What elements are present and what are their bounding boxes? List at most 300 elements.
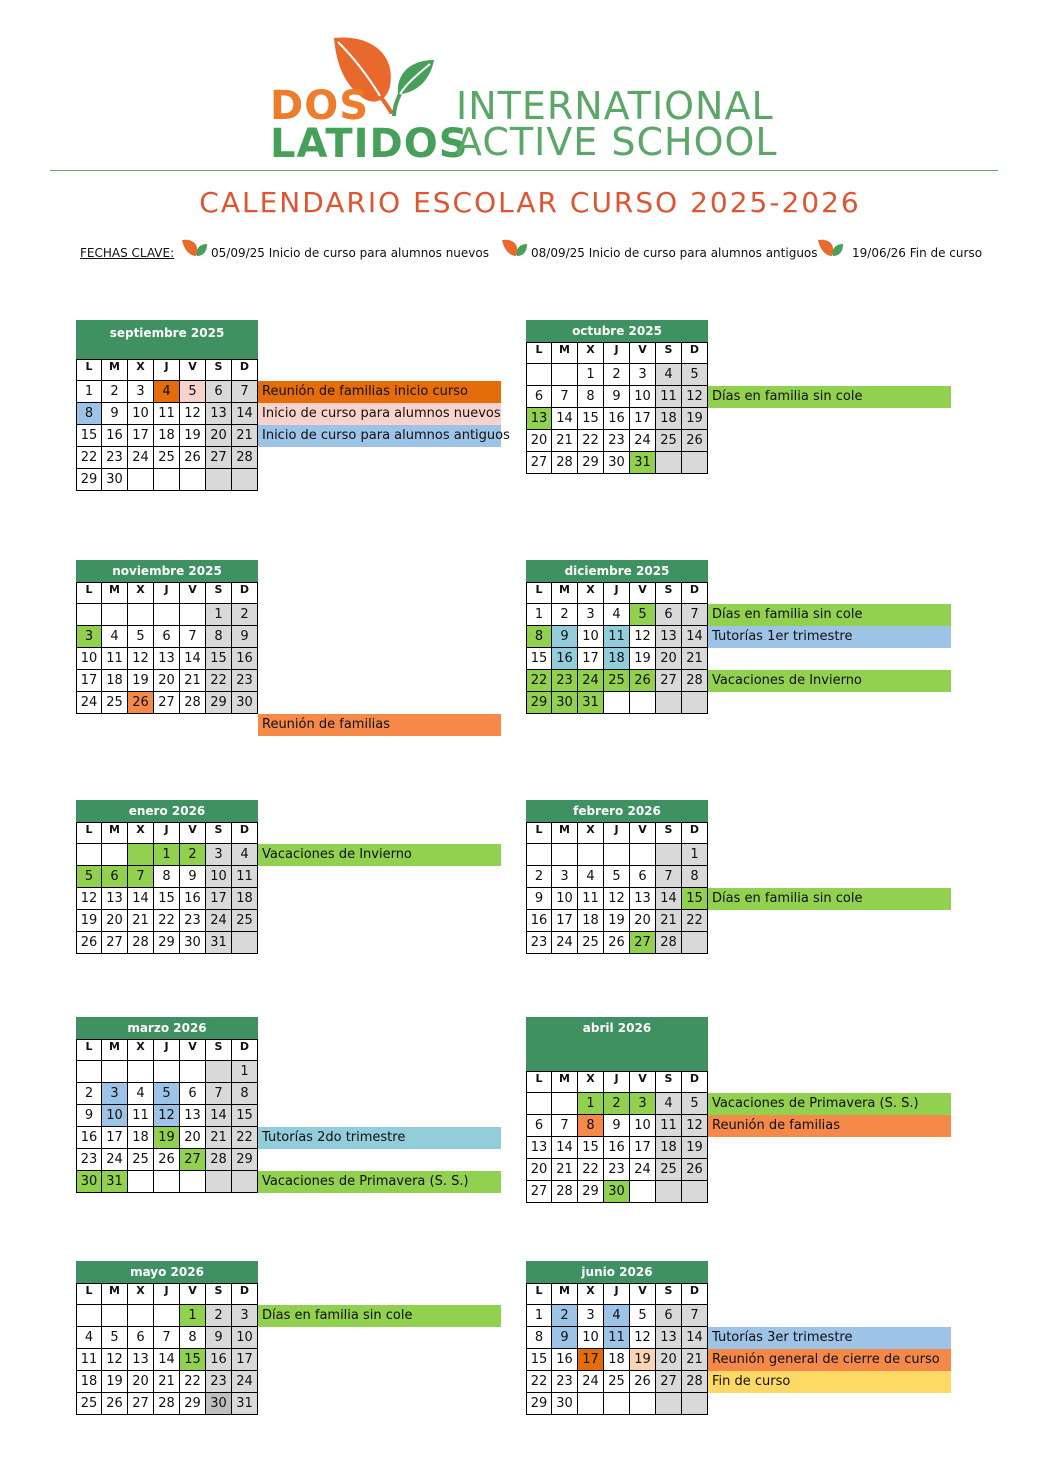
day-cell: 4 xyxy=(604,604,630,626)
day-cell: 9 xyxy=(206,1327,232,1349)
day-cell: 2 xyxy=(552,604,578,626)
day-cell: 12 xyxy=(102,1349,128,1371)
day-cell: 13 xyxy=(128,1349,154,1371)
empty-cell xyxy=(206,1061,232,1083)
day-cell: 7 xyxy=(682,1305,708,1327)
day-cell: 6 xyxy=(180,1083,206,1105)
day-cell: 22 xyxy=(682,910,708,932)
day-cell: 21 xyxy=(128,910,154,932)
day-name: V xyxy=(630,342,656,364)
day-name: D xyxy=(682,1283,708,1305)
day-name: S xyxy=(656,1071,682,1093)
day-cell: 5 xyxy=(128,626,154,648)
day-cell: 1 xyxy=(180,1305,206,1327)
day-cell: 7 xyxy=(180,626,206,648)
day-name: J xyxy=(604,822,630,844)
day-cell: 6 xyxy=(154,626,180,648)
empty-cell xyxy=(76,604,102,626)
day-cell: 1 xyxy=(76,381,102,403)
day-cell: 15 xyxy=(578,408,604,430)
day-cell: 24 xyxy=(76,692,102,714)
empty-cell xyxy=(180,1061,206,1083)
day-name: L xyxy=(526,822,552,844)
day-cell: 26 xyxy=(604,932,630,954)
day-cell: 10 xyxy=(76,648,102,670)
day-cell: 16 xyxy=(604,1137,630,1159)
day-cell: 23 xyxy=(552,670,578,692)
empty-cell xyxy=(232,1171,258,1193)
day-cell: 14 xyxy=(552,408,578,430)
day-cell: 1 xyxy=(682,844,708,866)
empty-cell xyxy=(578,1393,604,1415)
day-cell: 4 xyxy=(128,1083,154,1105)
day-cell: 16 xyxy=(206,1349,232,1371)
day-cell: 18 xyxy=(656,1137,682,1159)
month-title: enero 2026 xyxy=(76,800,258,822)
day-cell: 27 xyxy=(526,1181,552,1203)
day-cell: 9 xyxy=(552,1327,578,1349)
day-cell: 30 xyxy=(180,932,206,954)
day-cell: 19 xyxy=(128,670,154,692)
day-cell: 29 xyxy=(526,692,552,714)
day-cell: 30 xyxy=(552,1393,578,1415)
day-cell: 27 xyxy=(630,932,656,954)
day-cell: 31 xyxy=(206,932,232,954)
empty-cell xyxy=(76,1061,102,1083)
day-cell: 10 xyxy=(128,403,154,425)
day-cell: 18 xyxy=(656,408,682,430)
day-name: X xyxy=(128,1039,154,1061)
day-cell: 5 xyxy=(154,1083,180,1105)
day-cell: 27 xyxy=(656,670,682,692)
empty-cell xyxy=(154,1171,180,1193)
day-name: M xyxy=(552,582,578,604)
day-cell: 21 xyxy=(232,425,258,447)
day-cell: 8 xyxy=(154,866,180,888)
day-cell: 21 xyxy=(656,910,682,932)
day-cell: 17 xyxy=(630,408,656,430)
day-cell: 29 xyxy=(578,452,604,474)
day-cell: 2 xyxy=(604,364,630,386)
empty-cell xyxy=(128,1171,154,1193)
day-cell: 20 xyxy=(656,1349,682,1371)
key-date-2: 08/09/25 Inicio de curso para alumnos antiguos xyxy=(531,246,818,260)
legend-label: Inicio de curso para alumnos nuevos xyxy=(258,403,501,425)
day-cell: 11 xyxy=(656,386,682,408)
empty-cell xyxy=(656,1393,682,1415)
day-cell: 23 xyxy=(206,1371,232,1393)
day-cell: 26 xyxy=(128,692,154,714)
day-cell: 15 xyxy=(232,1105,258,1127)
day-cell: 7 xyxy=(552,386,578,408)
day-cell: 7 xyxy=(656,866,682,888)
empty-cell xyxy=(102,1305,128,1327)
day-cell: 1 xyxy=(526,604,552,626)
legend-label: Vacaciones de Invierno xyxy=(258,844,501,866)
day-cell: 24 xyxy=(206,910,232,932)
day-cell: 30 xyxy=(604,452,630,474)
empty-cell xyxy=(604,844,630,866)
day-cell: 25 xyxy=(578,932,604,954)
empty-cell xyxy=(180,1171,206,1193)
day-cell: 28 xyxy=(552,452,578,474)
day-name: M xyxy=(552,342,578,364)
day-cell: 31 xyxy=(232,1393,258,1415)
day-cell: 8 xyxy=(526,626,552,648)
day-cell: 14 xyxy=(552,1137,578,1159)
day-cell: 17 xyxy=(552,910,578,932)
day-cell: 20 xyxy=(526,1159,552,1181)
day-cell: 22 xyxy=(154,910,180,932)
month-title: marzo 2026 xyxy=(76,1017,258,1039)
day-cell: 6 xyxy=(656,1305,682,1327)
day-cell: 25 xyxy=(76,1393,102,1415)
day-cell: 15 xyxy=(526,648,552,670)
empty-cell xyxy=(604,692,630,714)
logo-active-school: ACTIVE SCHOOL xyxy=(456,120,778,164)
day-cell: 26 xyxy=(180,447,206,469)
day-cell: 9 xyxy=(526,888,552,910)
day-cell: 26 xyxy=(630,1371,656,1393)
day-name: M xyxy=(102,822,128,844)
day-cell: 9 xyxy=(180,866,206,888)
day-name: L xyxy=(526,1071,552,1093)
logo-latidos: LATIDOS xyxy=(270,121,469,167)
day-cell: 23 xyxy=(526,932,552,954)
day-cell: 10 xyxy=(552,888,578,910)
day-cell: 1 xyxy=(526,1305,552,1327)
day-cell: 11 xyxy=(76,1349,102,1371)
day-cell: 11 xyxy=(232,866,258,888)
day-name: D xyxy=(232,359,258,381)
legend-label: Días en familia sin cole xyxy=(708,386,951,408)
day-cell: 8 xyxy=(180,1327,206,1349)
day-cell: 9 xyxy=(604,1115,630,1137)
day-cell: 31 xyxy=(630,452,656,474)
day-cell: 3 xyxy=(76,626,102,648)
day-cell: 17 xyxy=(578,648,604,670)
day-cell: 16 xyxy=(552,1349,578,1371)
day-cell: 4 xyxy=(102,626,128,648)
day-cell: 13 xyxy=(656,1327,682,1349)
day-cell: 12 xyxy=(154,1105,180,1127)
day-name: L xyxy=(526,582,552,604)
day-cell: 22 xyxy=(76,447,102,469)
day-cell: 4 xyxy=(656,1093,682,1115)
day-cell: 28 xyxy=(552,1181,578,1203)
day-cell: 31 xyxy=(102,1171,128,1193)
day-cell: 10 xyxy=(578,626,604,648)
day-cell: 12 xyxy=(630,1327,656,1349)
day-cell: 4 xyxy=(76,1327,102,1349)
day-name: S xyxy=(206,1039,232,1061)
empty-cell xyxy=(180,469,206,491)
day-cell: 4 xyxy=(154,381,180,403)
month-title: septiembre 2025 xyxy=(76,320,258,359)
day-cell: 24 xyxy=(232,1371,258,1393)
day-cell: 14 xyxy=(232,403,258,425)
day-cell: 6 xyxy=(102,866,128,888)
day-name: L xyxy=(526,342,552,364)
day-name: M xyxy=(552,822,578,844)
month-title: abril 2026 xyxy=(526,1017,708,1071)
day-cell: 26 xyxy=(630,670,656,692)
day-cell: 28 xyxy=(128,932,154,954)
day-cell: 15 xyxy=(180,1349,206,1371)
day-cell: 25 xyxy=(128,1149,154,1171)
legend-label: Tutorías 1er trimestre xyxy=(708,626,951,648)
day-cell: 3 xyxy=(232,1305,258,1327)
day-cell: 26 xyxy=(682,1159,708,1181)
day-name: D xyxy=(232,1283,258,1305)
day-cell: 16 xyxy=(76,1127,102,1149)
day-cell: 11 xyxy=(656,1115,682,1137)
empty-cell xyxy=(102,604,128,626)
day-cell: 19 xyxy=(604,910,630,932)
day-cell: 6 xyxy=(206,381,232,403)
day-cell: 19 xyxy=(682,408,708,430)
day-cell: 15 xyxy=(76,425,102,447)
day-cell: 1 xyxy=(154,844,180,866)
day-name: V xyxy=(630,1283,656,1305)
leaves-icon xyxy=(500,238,528,262)
day-name: L xyxy=(526,1283,552,1305)
day-cell: 24 xyxy=(128,447,154,469)
day-cell: 18 xyxy=(102,670,128,692)
day-cell: 12 xyxy=(682,1115,708,1137)
day-cell: 17 xyxy=(76,670,102,692)
day-cell: 29 xyxy=(206,692,232,714)
day-name: S xyxy=(656,1283,682,1305)
day-cell: 2 xyxy=(526,866,552,888)
day-name: J xyxy=(604,342,630,364)
day-cell: 20 xyxy=(206,425,232,447)
day-name: D xyxy=(682,342,708,364)
day-cell: 2 xyxy=(76,1083,102,1105)
day-name: J xyxy=(604,1071,630,1093)
day-cell: 6 xyxy=(656,604,682,626)
day-cell: 10 xyxy=(630,1115,656,1137)
day-cell: 15 xyxy=(154,888,180,910)
day-cell: 24 xyxy=(630,430,656,452)
day-cell: 15 xyxy=(578,1137,604,1159)
day-cell: 12 xyxy=(604,888,630,910)
empty-cell xyxy=(630,692,656,714)
day-cell: 18 xyxy=(76,1371,102,1393)
day-cell: 9 xyxy=(552,626,578,648)
day-cell: 11 xyxy=(154,403,180,425)
leaves-icon xyxy=(180,238,208,262)
day-cell: 30 xyxy=(552,692,578,714)
day-name: D xyxy=(682,822,708,844)
logo-international: INTERNATIONAL xyxy=(456,84,774,128)
day-name: J xyxy=(154,822,180,844)
day-cell: 27 xyxy=(154,692,180,714)
empty-cell xyxy=(154,1305,180,1327)
empty-cell xyxy=(526,364,552,386)
day-cell: 10 xyxy=(232,1327,258,1349)
day-cell: 24 xyxy=(102,1149,128,1171)
day-name: L xyxy=(76,1283,102,1305)
day-cell: 28 xyxy=(154,1393,180,1415)
day-cell: 3 xyxy=(128,381,154,403)
day-name: L xyxy=(76,822,102,844)
day-name: V xyxy=(180,359,206,381)
day-cell: 20 xyxy=(630,910,656,932)
day-cell: 8 xyxy=(526,1327,552,1349)
day-cell: 14 xyxy=(128,888,154,910)
empty-cell xyxy=(128,1305,154,1327)
day-cell: 5 xyxy=(682,1093,708,1115)
day-cell: 13 xyxy=(102,888,128,910)
empty-cell xyxy=(128,844,154,866)
day-name: L xyxy=(76,1039,102,1061)
empty-cell xyxy=(154,1061,180,1083)
day-cell: 3 xyxy=(206,844,232,866)
day-cell: 10 xyxy=(630,386,656,408)
day-cell: 15 xyxy=(682,888,708,910)
day-cell: 17 xyxy=(578,1349,604,1371)
legend-label: Días en familia sin cole xyxy=(258,1305,501,1327)
day-cell: 5 xyxy=(604,866,630,888)
day-cell: 3 xyxy=(102,1083,128,1105)
empty-cell xyxy=(656,452,682,474)
day-cell: 11 xyxy=(604,1327,630,1349)
day-cell: 7 xyxy=(552,1115,578,1137)
day-cell: 20 xyxy=(526,430,552,452)
day-name: S xyxy=(206,359,232,381)
legend-label: Inicio de curso para alumnos antiguos xyxy=(258,425,501,447)
day-name: M xyxy=(102,1283,128,1305)
day-name: X xyxy=(128,1283,154,1305)
day-cell: 14 xyxy=(656,888,682,910)
day-cell: 28 xyxy=(180,692,206,714)
day-cell: 26 xyxy=(102,1393,128,1415)
day-cell: 22 xyxy=(232,1127,258,1149)
day-cell: 18 xyxy=(154,425,180,447)
day-cell: 4 xyxy=(604,1305,630,1327)
day-cell: 6 xyxy=(630,866,656,888)
day-cell: 27 xyxy=(526,452,552,474)
day-cell: 30 xyxy=(206,1393,232,1415)
empty-cell xyxy=(552,1093,578,1115)
day-cell: 22 xyxy=(578,1159,604,1181)
day-cell: 21 xyxy=(682,648,708,670)
legend-label: Tutorías 3er trimestre xyxy=(708,1327,951,1349)
empty-cell xyxy=(180,604,206,626)
day-cell: 17 xyxy=(630,1137,656,1159)
day-cell: 21 xyxy=(206,1127,232,1149)
day-cell: 18 xyxy=(604,1349,630,1371)
day-cell: 19 xyxy=(76,910,102,932)
day-cell: 3 xyxy=(552,866,578,888)
day-name: X xyxy=(578,822,604,844)
day-cell: 16 xyxy=(180,888,206,910)
day-name: J xyxy=(154,359,180,381)
day-cell: 23 xyxy=(552,1371,578,1393)
day-cell: 12 xyxy=(128,648,154,670)
day-cell: 26 xyxy=(154,1149,180,1171)
day-name: J xyxy=(604,582,630,604)
day-cell: 23 xyxy=(604,1159,630,1181)
day-cell: 20 xyxy=(656,648,682,670)
day-cell: 24 xyxy=(552,932,578,954)
legend-label: Fin de curso xyxy=(708,1371,951,1393)
day-cell: 16 xyxy=(232,648,258,670)
key-dates-label: FECHAS CLAVE: xyxy=(80,246,175,260)
day-name: V xyxy=(180,822,206,844)
day-cell: 13 xyxy=(630,888,656,910)
day-cell: 13 xyxy=(206,403,232,425)
day-cell: 5 xyxy=(682,364,708,386)
legend-label: Reunión de familias xyxy=(708,1115,951,1137)
empty-cell xyxy=(552,364,578,386)
day-name: M xyxy=(102,359,128,381)
day-cell: 19 xyxy=(682,1137,708,1159)
day-cell: 29 xyxy=(180,1393,206,1415)
day-name: J xyxy=(154,582,180,604)
day-cell: 14 xyxy=(206,1105,232,1127)
empty-cell xyxy=(206,1171,232,1193)
day-name: S xyxy=(656,582,682,604)
day-cell: 19 xyxy=(102,1371,128,1393)
day-cell: 8 xyxy=(232,1083,258,1105)
day-cell: 20 xyxy=(154,670,180,692)
day-name: L xyxy=(76,359,102,381)
day-cell: 9 xyxy=(102,403,128,425)
empty-cell xyxy=(630,844,656,866)
key-dates xyxy=(80,238,1000,268)
day-cell: 20 xyxy=(102,910,128,932)
day-cell: 19 xyxy=(630,648,656,670)
day-cell: 28 xyxy=(682,1371,708,1393)
day-name: L xyxy=(76,582,102,604)
header xyxy=(0,0,1060,175)
day-cell: 22 xyxy=(180,1371,206,1393)
empty-cell xyxy=(128,604,154,626)
day-name: X xyxy=(578,1071,604,1093)
day-cell: 5 xyxy=(76,866,102,888)
empty-cell xyxy=(232,469,258,491)
legend-label: Días en familia sin cole xyxy=(708,604,951,626)
day-cell: 1 xyxy=(578,1093,604,1115)
day-cell: 29 xyxy=(154,932,180,954)
day-cell: 2 xyxy=(604,1093,630,1115)
empty-cell xyxy=(526,1093,552,1115)
month-title: diciembre 2025 xyxy=(526,560,708,582)
day-cell: 23 xyxy=(232,670,258,692)
day-cell: 30 xyxy=(102,469,128,491)
day-cell: 6 xyxy=(526,386,552,408)
day-cell: 31 xyxy=(578,692,604,714)
day-cell: 2 xyxy=(232,604,258,626)
day-cell: 21 xyxy=(552,430,578,452)
empty-cell xyxy=(154,604,180,626)
empty-cell xyxy=(656,692,682,714)
month-title: noviembre 2025 xyxy=(76,560,258,582)
day-cell: 21 xyxy=(682,1349,708,1371)
day-name: M xyxy=(102,582,128,604)
day-cell: 1 xyxy=(232,1061,258,1083)
day-name: D xyxy=(232,582,258,604)
empty-cell xyxy=(102,844,128,866)
day-cell: 6 xyxy=(526,1115,552,1137)
day-cell: 18 xyxy=(128,1127,154,1149)
day-cell: 20 xyxy=(128,1371,154,1393)
day-name: S xyxy=(206,1283,232,1305)
day-cell: 12 xyxy=(682,386,708,408)
day-name: J xyxy=(154,1039,180,1061)
